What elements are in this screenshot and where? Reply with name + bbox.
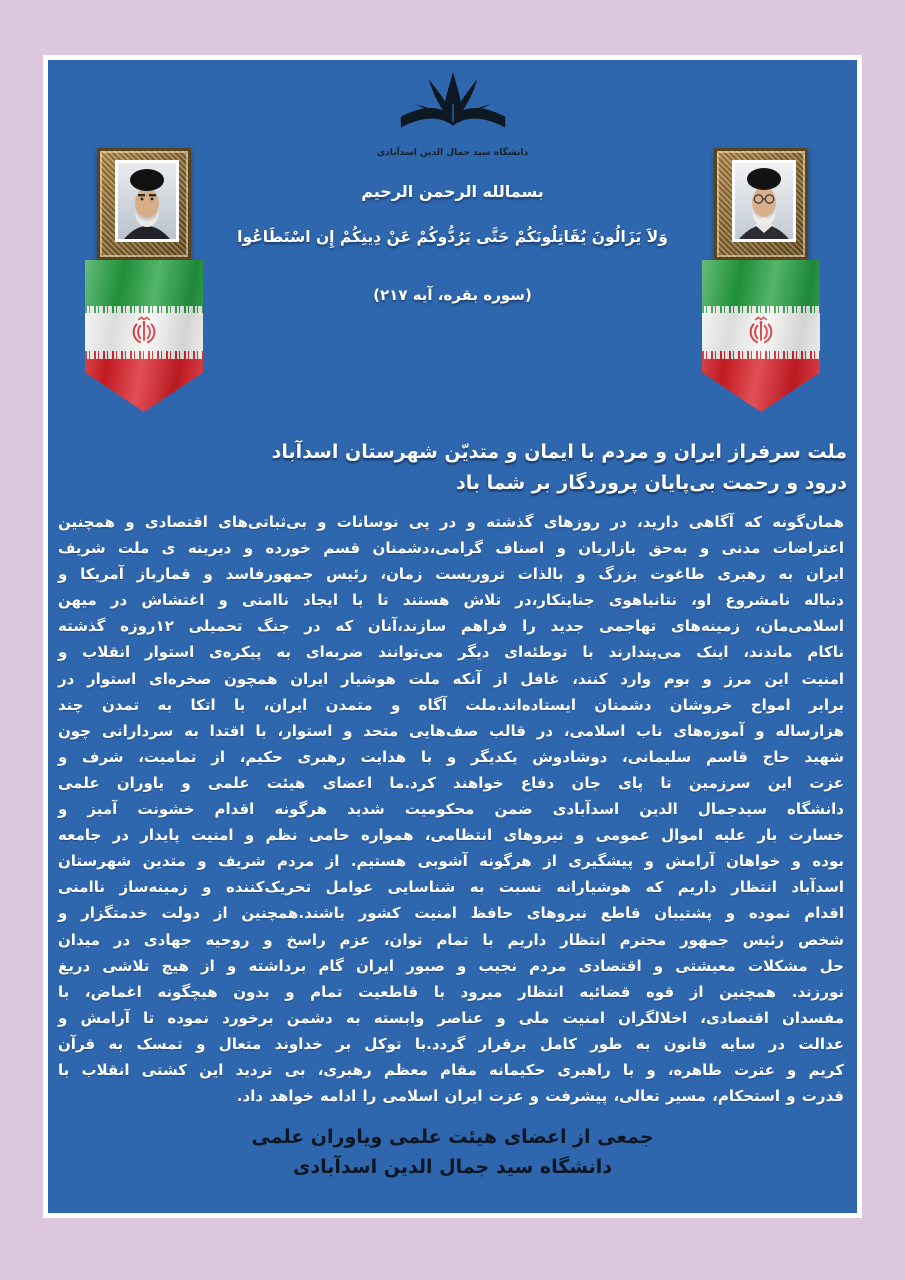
khomeini-portrait — [97, 148, 191, 260]
body-line: شخص رئیس جمهور محترم انتظار داریم با تمام توان، عزم راسخ و روحیه جهادی در میدان — [58, 930, 844, 949]
portrait-mat — [732, 160, 796, 242]
body-line: اقدام نموده و پشتیبان قاطع نیروهای حافظ امنیت کشور باشند.همچنین از دولت خدمتگزار و — [58, 904, 844, 923]
body-line: دانشگاه سیدجمال الدین اسدآبادی ضمن محکومیت شدید هرگونه اقدام خشونت آمیز و — [58, 800, 844, 819]
iran-flag-banner — [702, 260, 820, 412]
body-line: همان‌گونه که آگاهی دارید، در روزهای گذشته و در پی نوسانات و بی‌ثباتی‌های اقتصادی و همچنین — [58, 513, 844, 531]
salutation-block — [58, 437, 847, 499]
salutation-line-2: درود و رحمت بی‌پایان پروردگار بر شما باد — [455, 472, 847, 494]
body-line: شهید حاج قاسم سلیمانی، دوشادوش یکدیگر و با هدایت رهبری حکیم، از تمامیت، شرف و — [58, 747, 844, 766]
signature-line-2: دانشگاه سید جمال الدین اسدآبادی — [292, 1156, 613, 1178]
bismillah-text: بسمالله الرحمن الرحیم — [361, 182, 544, 201]
verse-reference: (سوره بقره، آیه ۲۱۷) — [373, 286, 532, 304]
body-line: نورزند. همچنین از قوه قضائیه انتظار میرود با قاطعیت تمام و بدون هیچگونه اغماض، با — [58, 982, 844, 1001]
university-logo-icon — [390, 70, 516, 142]
right-banner — [702, 148, 820, 412]
body-line: عزت این سرزمین تا پای جان دفاع خواهند کرد.ما اعضای هیئت علمی و یاوران علمی — [58, 773, 844, 792]
body-line: هزارساله و آموزه‌های ناب اسلامی، در قالب صف‌هایی متحد و استوار، با اقتدا به سردارانی چون — [58, 721, 844, 740]
statement-sheet — [43, 55, 862, 1218]
salutation-line-1: ملت سرفراز ایران و مردم با ایمان و متدیّن شهرستان اسدآباد — [271, 441, 847, 463]
iran-flag-banner — [85, 260, 203, 412]
khamenei-photo-icon — [735, 163, 793, 239]
body-line: اسلامی‌مان، زمینه‌های تهاجمی جدید را فراهم سازند،آنان که در جنگ تحمیلی ۱۲روزه گذشته — [58, 617, 844, 636]
body-line: بوده و خواهان آرامش و پیشگیری از هرگونه آشوبی هستیم. از مردم شریف و متدین شهرستان — [58, 852, 844, 871]
body-line: اسدآباد انتظار داریم که هوشیارانه نسبت به شناسایی عوامل تحریک‌کننده و زمینه‌ساز ناامنی — [58, 878, 844, 897]
portrait-mat — [115, 160, 179, 242]
flag-fold-shading — [702, 260, 820, 412]
khamenei-portrait — [714, 148, 808, 260]
body-line: ایران به رهبری طاغوت بزرگ و بالذات تروریست زمان، رئیس جمهورفاسد و قمارباز آمریکا و — [58, 565, 844, 584]
left-banner — [85, 148, 203, 412]
signature-block — [48, 1122, 857, 1182]
body-line: قدرت و استحکام، مسیر تعالی، پیشرفت و عزت ایران اسلامی را ادامه خواهد داد. — [236, 1087, 844, 1106]
university-logo-caption: دانشگاه سید جمال الدین اسدآبادی — [376, 148, 529, 158]
body-line: دنباله نامشروع او، نتانیاهوی جنایتکار،در تلاش هستند تا با ایجاد ناامنی و اغتشاش در میهن — [58, 591, 844, 610]
body-line: عدالت در سایه قانون به طور کامل برقرار گردد.با توکل بر خداوند متعال و تمسک به قرآن — [58, 1034, 844, 1053]
body-line: حل مشکلات معیشتی و اقتصادی مردم نجیب و صبور ایران گام برداشته و از هیچ تلاشی دریغ — [58, 956, 844, 975]
body-line: مفسدان اقتصادی، اخلالگران امنیت ملی و عناصر وابسته به دشمن برخورد نموده تا آرامش و — [58, 1008, 844, 1027]
body-line: برابر امواج خروشان دشمنان ایستاده‌اند.ملت آگاه و متمدن ایران، با اتکا به تمدن چند — [58, 695, 844, 714]
body-line: خسارت بار علیه اموال عمومی و نیروهای انتظامی، همواره حامی نظم و امنیت پایدار در جامعه — [58, 826, 844, 845]
statement-body — [58, 509, 844, 1109]
khomeini-photo-icon — [118, 163, 176, 239]
body-line: کریم و عترت طاهره، و با راهبری حکیمانه مقام معظم رهبری، بی تردید این کشتی انقلاب با — [58, 1060, 844, 1079]
quran-verse-text: وَلاَ یَزَالُونَ یُقَاتِلُونَکُمْ حَتَّی یَرُدُّوکُمْ عَنْ دِینِکُمْ إِن اسْتَطَاعُوا — [237, 228, 668, 246]
body-line: ناکام ماندند، اینک می‌پندارند با توطئه‌ای دیگر می‌توانند ضربه‌ای به پیکره‌ی استوار انقلاب و — [58, 643, 844, 662]
flag-fold-shading — [85, 260, 203, 412]
logo-block — [48, 70, 857, 158]
body-line: امنیت این مرز و بوم وارد کنند، غافل از آنکه ملت هوشیار ایران همچون صخره‌ای استوار در — [58, 669, 844, 688]
signature-line-1: جمعی از اعضای هیئت علمی ویاوران علمی — [251, 1126, 654, 1148]
body-line: اعتراضات مدنی و به‌حق بازاریان و اصناف گرامی،دشمنان قسم خورده و دیرینه ی ملت شریف — [58, 539, 844, 558]
